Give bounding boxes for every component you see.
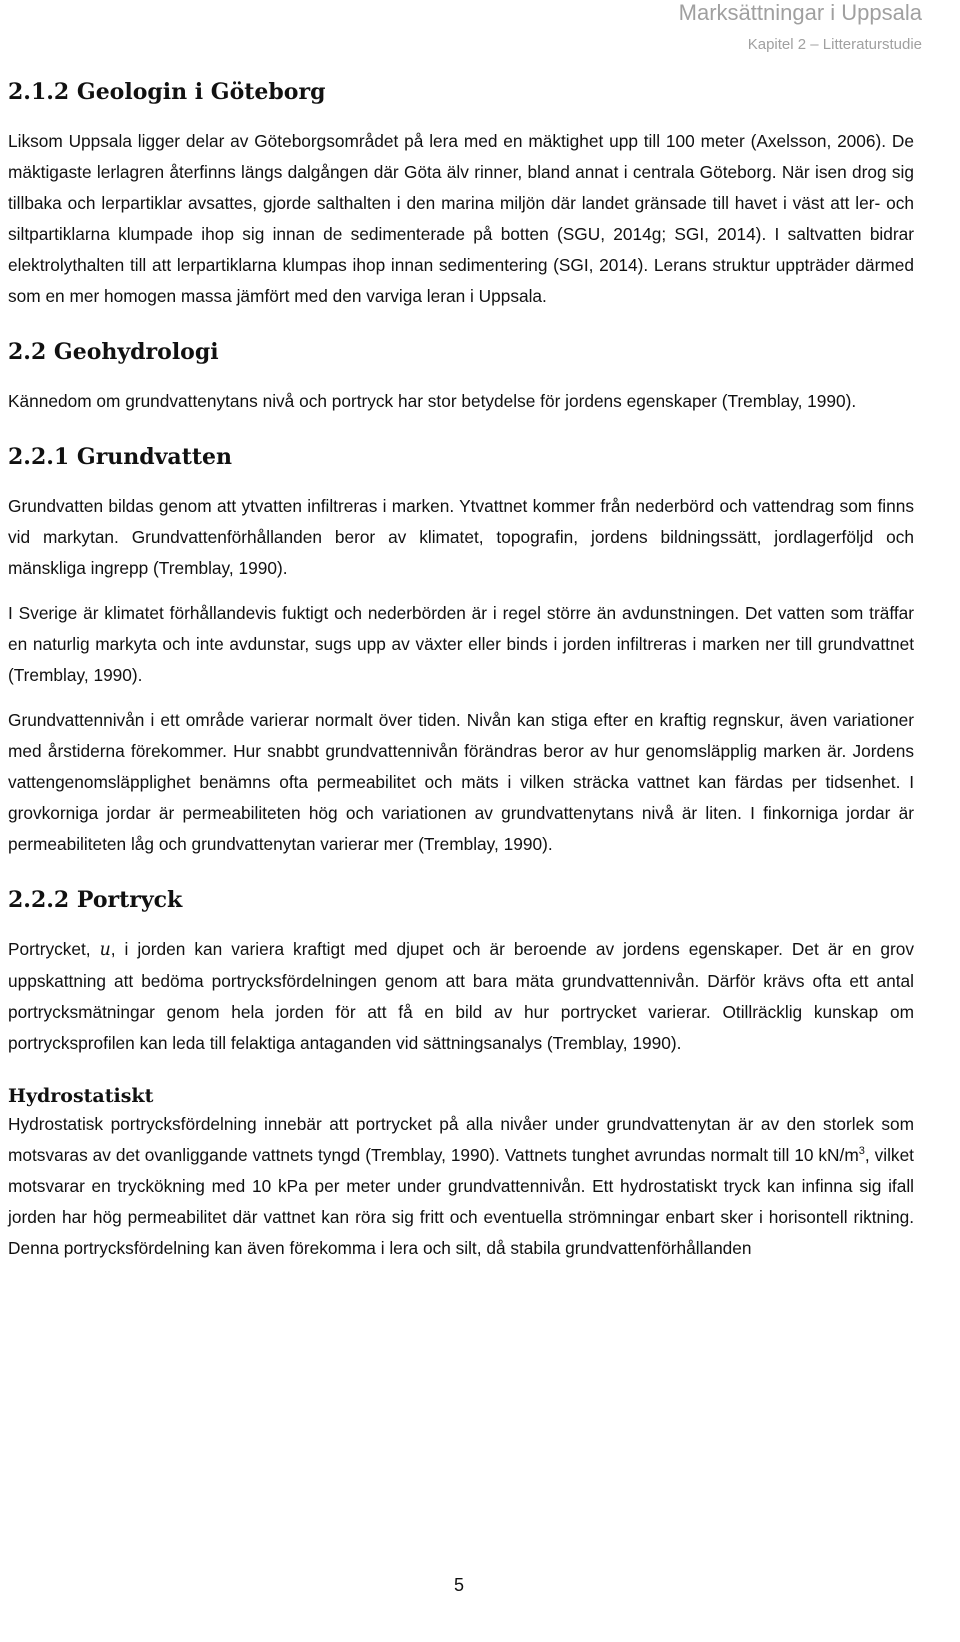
- paragraph-grundvatten-1: Grundvatten bildas genom att ytvatten infiltreras i marken. Ytvattnet kommer från nederbörd och vattendrag som finns vid markytan. Grundvattenförhållanden beror av klimatet, topografin, jordens bildningssätt, jordlagerföljd och mänskliga ingrepp (Tremblay, 1990).: [8, 496, 914, 578]
- running-header: [679, 0, 922, 54]
- paragraph-grundvatten-3: Grundvattennivån i ett område varierar normalt över tiden. Nivån kan stiga efter en kraftig regnskur, även variationer med årstiderna förekommer. Hur snabbt grundvattennivån förändras beror av hur genomsläpplig marken är. Jordens vattengenomsläpplighet benämns ofta permeabilitet och mäts i vilken sträcka vattnet kan färdas per tidsenhet. I grovkorniga jordar är permeabiliteten hög och variationen av grundvattenytans nivå är liten. I finkorniga jordar är permeabiliteten låg och grundvattenytan varierar mer (Tremblay, 1990).: [8, 710, 914, 854]
- heading-2-2: 2.2 Geohydrologi: [8, 339, 219, 365]
- heading-2-1-2: 2.1.2 Geologin i Göteborg: [8, 79, 326, 105]
- paragraph-portryck: [8, 934, 914, 1059]
- page-content: [8, 76, 914, 1264]
- heading-2-2-1: 2.2.1 Grundvatten: [8, 444, 233, 470]
- heading-2-2-2: 2.2.2 Portryck: [8, 887, 183, 913]
- header-chapter: Kapitel 2 – Litteraturstudie: [747, 36, 922, 53]
- portryck-text-start: Portrycket,: [8, 939, 100, 959]
- portryck-text-rest: , i jorden kan variera kraftigt med djupet och är beroende av jordens egenskaper. Det är en grov uppskattning att bedöma portrycksfördelningen genom att bara mäta grundvattennivån. Därför krävs ofta ett antal portrycksmätningar genom hela jorden för att få en bild av hur portrycket varierar. Otillräcklig kunskap om portrycksprofilen kan leda till felaktiga antaganden vid sättningsanalys (Tremblay, 1990).: [8, 939, 914, 1053]
- header-title: Marksättningar i Uppsala: [678, 0, 922, 25]
- pore-pressure-symbol: u: [99, 940, 111, 960]
- hydro-text-start: Hydrostatisk portrycksfördelning innebär att portrycket på alla nivåer under grundvattenytan är av den storlek som motsvaras av det ovanliggande vattnets tyngd (Tremblay, 1990). Vattnets tunghet avrundas normalt till 10 kN/m: [8, 1114, 914, 1165]
- unit-exponent: 3: [858, 1145, 865, 1158]
- page-number: 5: [453, 1575, 464, 1595]
- paragraph-geologin-goteborg: Liksom Uppsala ligger delar av Göteborgsområdet på lera med en mäktighet upp till 100 meter (Axelsson, 2006). De mäktigaste lerlagren återfinns längs dalgången där Göta älv rinner, bland annat i centrala Göteborg. När isen drog sig tillbaka och lerpartiklar avsattes, gjorde salthalten i den marina miljön där landet gränsade till havet i väst att ler- och siltpartiklarna klumpade ihop sig innan de sedimenterade på botten (SGU, 2014g; SGI, 2014). I saltvatten bidrar elektrolythalten till att lerpartiklarna klumpas ihop innan sedimentering (SGI, 2014). Lerans struktur uppträder därmed som en mer homogen massa jämfört med den varviga leran i Uppsala.: [8, 131, 914, 306]
- paragraph-hydrostatiskt: [8, 1109, 914, 1264]
- paragraph-geohydrologi: Kännedom om grundvattenytans nivå och portryck har stor betydelse för jordens egenskaper (Tremblay, 1990).: [8, 391, 857, 411]
- heading-hydrostatiskt: Hydrostatiskt: [8, 1085, 154, 1107]
- hydro-text-rest: , vilket motsvarar en tryckökning med 10 kPa per meter under grundvattennivån. Ett hydrostatiskt tryck kan infinna sig ifall jorden har hög permeabilitet där vattnet kan röra sig fritt och eventuella strömningar enbart sker i horisontell riktning. Denna portrycksfördelning kan även förekomma i lera och silt, då stabila grundvattenförhållanden: [8, 1145, 914, 1258]
- paragraph-grundvatten-2: I Sverige är klimatet förhållandevis fuktigt och nederbörden är i regel större än avdunstningen. Det vatten som träffar en naturlig markyta och inte avdunstar, sugs upp av växter eller binds i jorden infiltreras i marken ner till grundvattnet (Tremblay, 1990).: [8, 603, 914, 685]
